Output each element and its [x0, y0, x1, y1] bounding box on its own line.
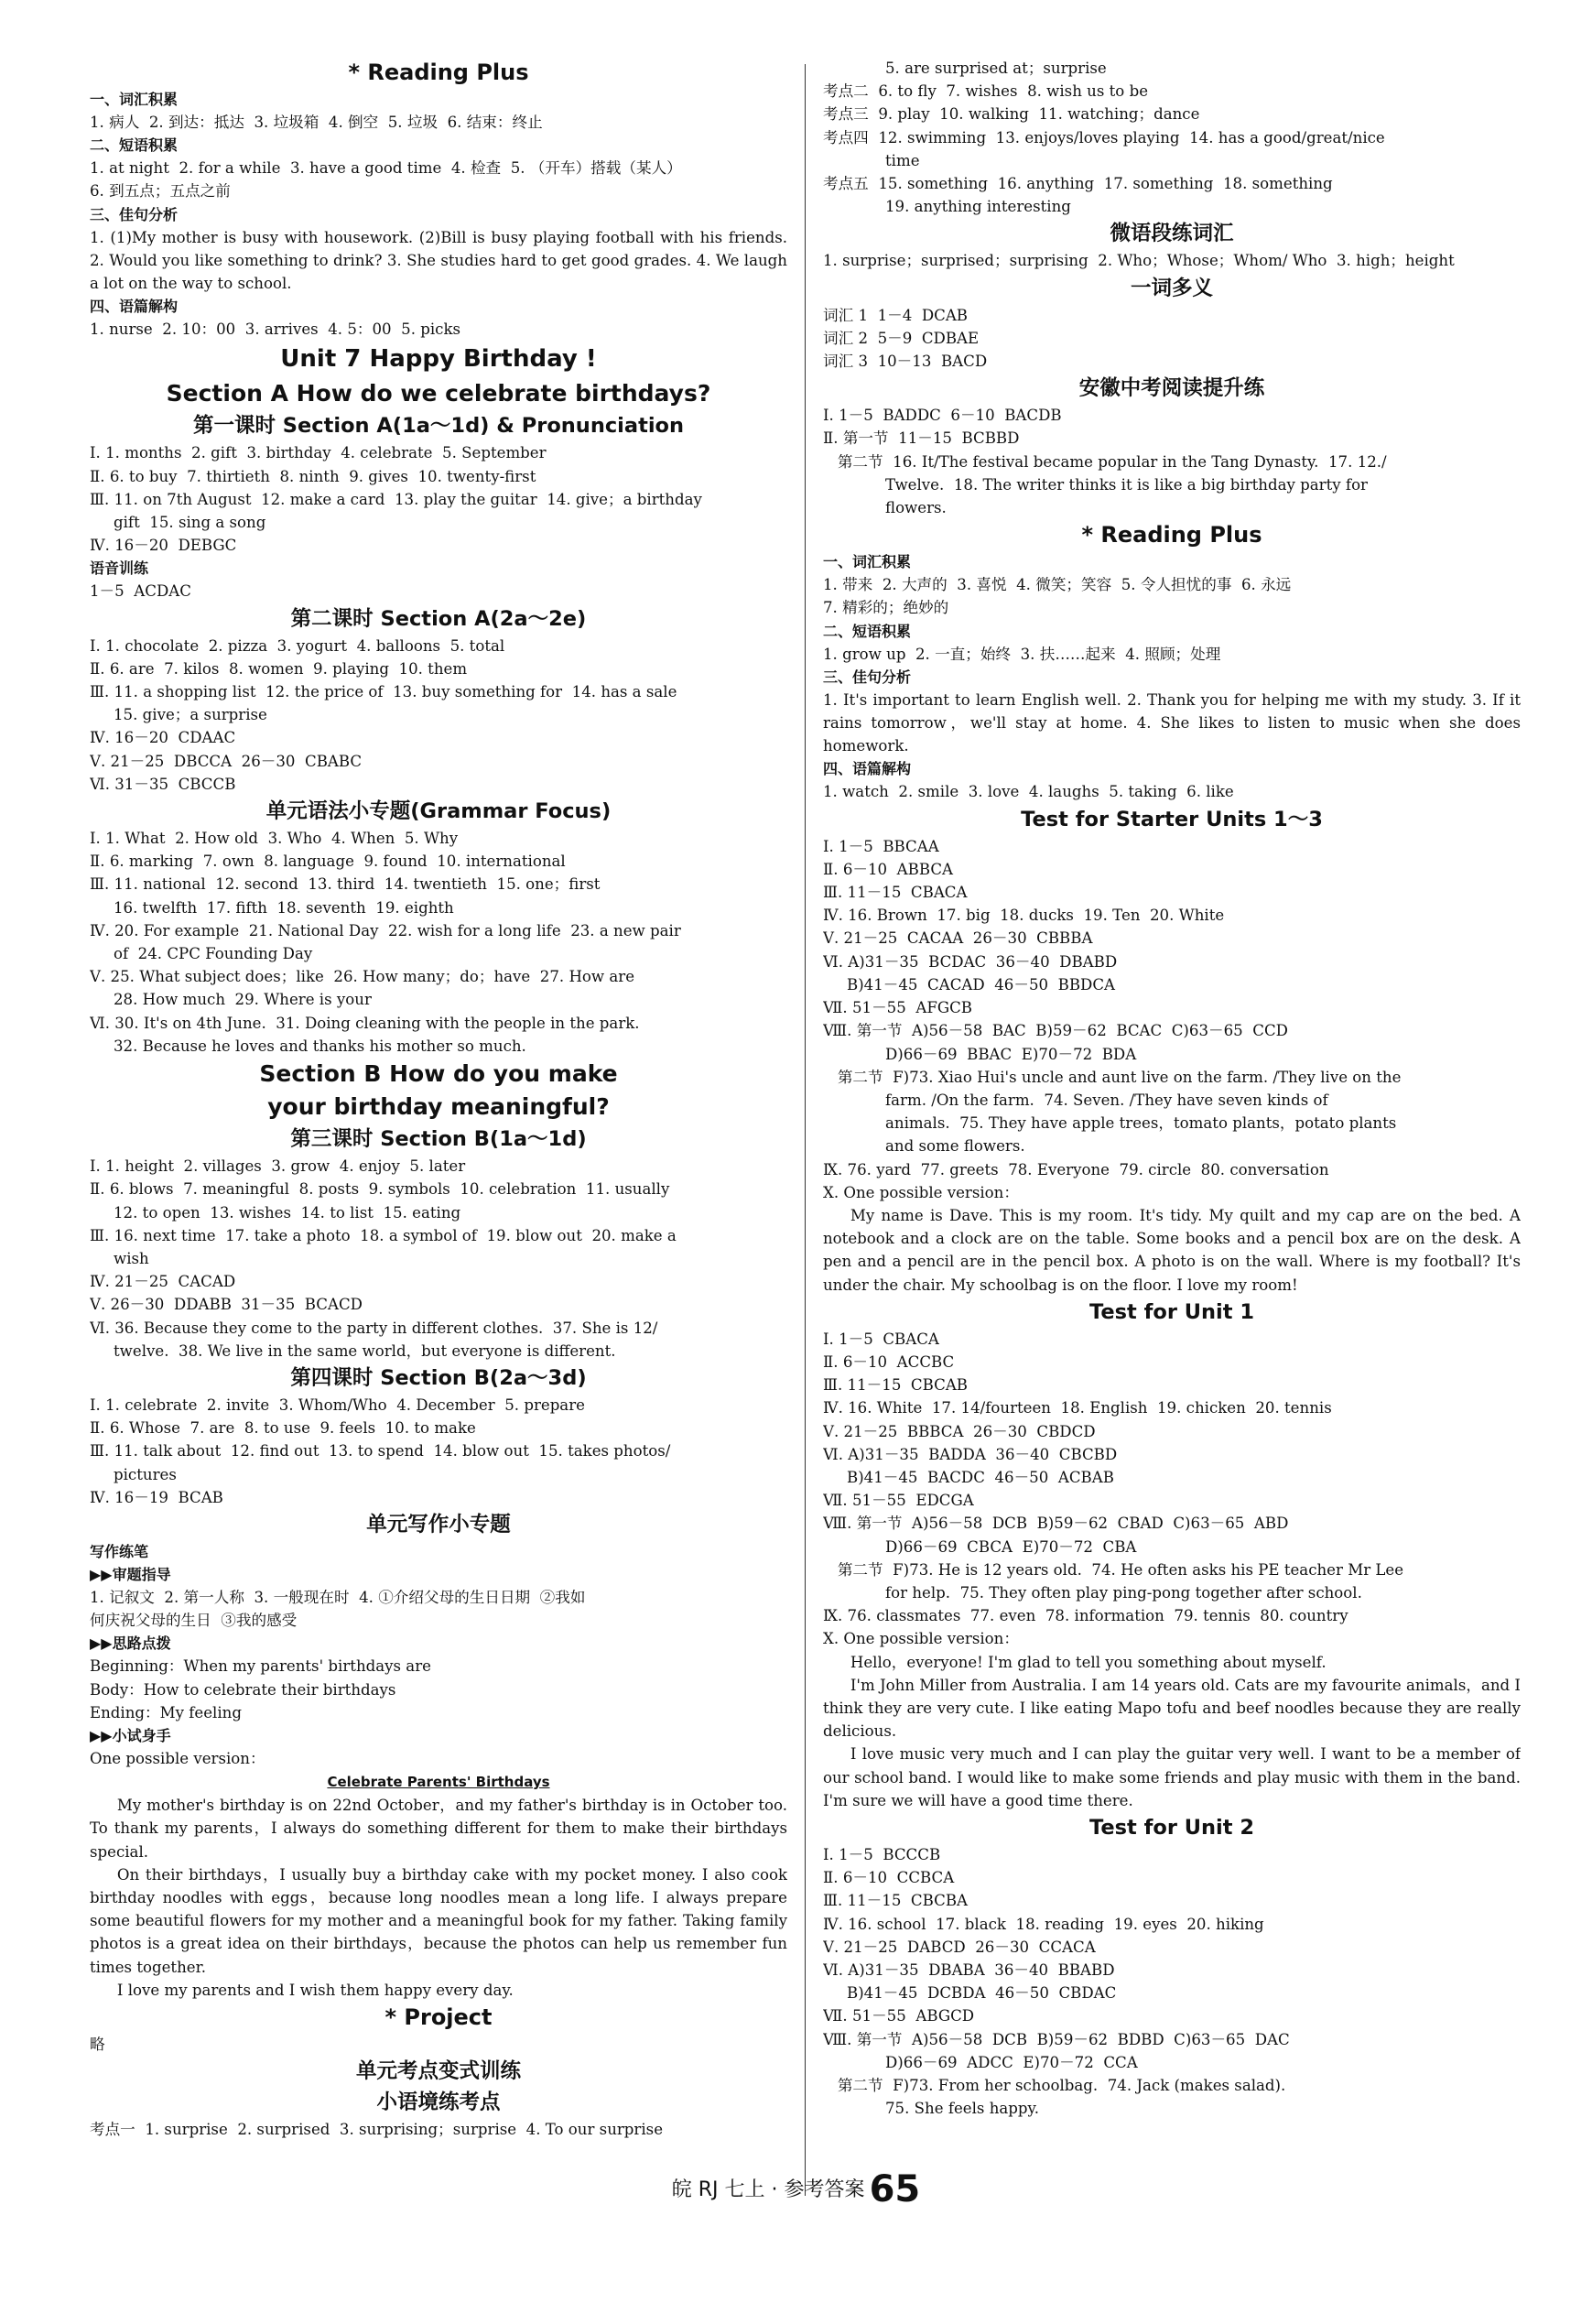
subheading: 四、语篇解构	[823, 760, 912, 778]
subheading: ▶▶小试身手	[90, 1726, 171, 1744]
answer-line: One possible version：	[90, 1749, 265, 1767]
answer-line: Ⅰ. 1. chocolate 2. pizza 3. yogurt 4. balloons 5. total	[90, 636, 505, 655]
answer-line: 5. are surprised at；surprise	[885, 60, 1107, 77]
answer-line: Ⅳ. 16. Brown 17. big 18. ducks 19. Ten 20. White	[823, 907, 1225, 925]
answer-line: Ⅶ. 51－55 AFGCB	[823, 999, 972, 1017]
paragraph: Hello，everyone! I'm glad to tell you something about myself.	[850, 1653, 1327, 1671]
answer-line: Ⅰ. 1. height 2. villages 3. grow 4. enjoy 5. later	[90, 1157, 466, 1176]
answer-line: Ⅰ. 1. celebrate 2. invite 3. Whom/Who 4. December 5. prepare	[90, 1395, 585, 1414]
answer-line: Ⅰ. 1－5 BCCCB	[823, 1846, 941, 1863]
section-heading: * Reading Plus	[348, 60, 529, 85]
answer-line: 1. grow up 2. 一直；始终 3. 扶……起来 4. 照顾；处理	[823, 645, 1221, 663]
answer-line: B)41－45 BACDC 46－50 ACBAB	[847, 1468, 1114, 1486]
section-title: your birthday meaningful?	[267, 1093, 610, 1121]
paragraph: On their birthdays，I usually buy a birthday cake with my pocket money. I also cook birthday noodles with eggs，because long noodles mean a long life. I always prepare some beautiful flowers for my mother and a meaningful book for my father. Taking family photos is a great idea on their birthdays，because the photos can help us remember fun times together.	[90, 1865, 787, 1976]
page-footer	[0, 2168, 1592, 2220]
answer-line: Ⅱ. 6－10 ACCBC	[823, 1352, 955, 1371]
answer-line: 1. 病人 2. 到达：抵达 3. 垃圾箱 4. 倒空 5. 垃圾 6. 结束：终止	[90, 114, 543, 131]
answer-line: Beginning：When my parents' birthdays are	[90, 1657, 431, 1676]
answer-line: for help. 75. They often play ping-pong together after school.	[885, 1583, 1362, 1602]
answer-line: Ⅰ. 1－5 CBACA	[823, 1330, 939, 1348]
answer-line: Ⅳ. 16. White 17. 14/fourteen 18. English 19. chicken 20. tennis	[823, 1399, 1332, 1417]
answer-line: time	[885, 151, 920, 169]
answer-line: 略	[90, 2035, 105, 2053]
answer-line: Ⅱ. 6. to buy 7. thirtieth 8. ninth 9. gives 10. twenty-first	[90, 467, 536, 485]
lesson-heading: 一词多义	[1130, 276, 1213, 300]
answer-line: Ⅰ. 1. What 2. How old 3. Who 4. When 5. Why	[90, 830, 459, 848]
answer-line: 第二节 F)73. He is 12 years old. 74. He often asks his PE teacher Mr Lee	[823, 1560, 1404, 1579]
answer-line: Ⅲ. 11. on 7th August 12. make a card 13. play the guitar 14. give；a birthday	[90, 490, 702, 508]
answer-line: 何庆祝父母的生日 ③我的感受	[90, 1612, 298, 1630]
answer-line: Ⅲ. 11－15 CBCBA	[823, 1892, 968, 1910]
answer-line: Ⅱ. 6－10 ABBCA	[823, 860, 954, 878]
answer-line: Ⅰ. 1－5 BADDC 6－10 BACDB	[823, 407, 1062, 425]
answer-line: twelve. 38. We live in the same world，but everyone is different.	[114, 1341, 616, 1360]
answer-line: and some flowers.	[885, 1137, 1025, 1156]
answer-line: 1. nurse 2. 10：00 3. arrives 4. 5：00 5. picks	[90, 320, 461, 339]
answer-line: 16. twelfth 17. fifth 18. seventh 19. eighth	[114, 898, 454, 917]
answer-line: Twelve. 18. The writer thinks it is like a big birthday party for	[885, 475, 1368, 494]
answer-line: Ⅱ. 6－10 CCBCA	[823, 1869, 955, 1887]
answer-line: pictures	[114, 1465, 177, 1483]
answer-line: 1. at night 2. for a while 3. have a good time 4. 检查 5. （开车）搭载（某人）	[90, 159, 682, 178]
answer-line: Ⅰ. 1. months 2. gift 3. birthday 4. celebrate 5. September	[90, 444, 547, 462]
lesson-heading: 第一课时 Section A(1a～1d) & Pronunciation	[192, 414, 685, 439]
answer-line: D)66－69 ADCC E)70－72 CCA	[885, 2053, 1138, 2071]
answer-line: Ⅲ. 11. a shopping list 12. the price of 13. buy something for 14. has a sale	[90, 683, 677, 701]
paragraph: I love music very much and I can play the guitar very well. I want to be a member of our school band. I would like to make some friends and play music with them in the band. I'm sure we will have a good time there.	[823, 1745, 1521, 1809]
answer-line: Ⅷ. 第一节 A)56－58 BAC B)59－62 BCAC C)63－65 CCD	[823, 1022, 1288, 1040]
answer-line: Ⅳ. 16－20 DEBGC	[90, 537, 237, 555]
answer-line: Ⅹ. One possible version：	[823, 1630, 1019, 1648]
answer-line: Ⅴ. 21－25 BBBCA 26－30 CBDCD	[823, 1422, 1096, 1440]
answer-line: Ⅷ. 第一节 A)56－58 DCB B)59－62 BDBD C)63－65 DAC	[823, 2030, 1290, 2048]
answer-line: 6. 到五点；五点之前	[90, 182, 231, 201]
answer-line: 词汇 1 1－4 DCAB	[823, 306, 969, 324]
answer-line: Ⅳ. 16－20 CDAAC	[90, 729, 236, 747]
answer-line: 19. anything interesting	[885, 198, 1071, 216]
paragraph-block	[823, 1651, 1521, 1812]
answer-line: Ⅰ. 1－5 BBCAA	[823, 837, 939, 855]
subheading: 二、短语积累	[90, 136, 179, 155]
answer-line: Ⅲ. 11. talk about 12. find out 13. to spend 14. blow out 15. takes photos/	[90, 1442, 671, 1461]
answer-line: of 24. CPC Founding Day	[114, 945, 313, 963]
answer-line: B)41－45 CACAD 46－50 BBDCA	[847, 975, 1115, 994]
answer-line: 第二节 F)73. Xiao Hui's uncle and aunt live on the farm. /They live on the	[823, 1068, 1402, 1086]
answer-line: Ⅵ. A)31－35 BADDA 36－40 CBCBD	[823, 1445, 1118, 1463]
answer-line: D)66－69 BBAC E)70－72 BDA	[885, 1045, 1137, 1063]
section-heading: * Project	[384, 2004, 493, 2030]
answer-line: 考点一 1. surprise 2. surprised 3. surprising；surprise 4. To our surprise	[90, 2121, 664, 2139]
answer-line: Ⅵ. 31－35 CBCCB	[90, 775, 236, 793]
answer-line: Ⅵ. 30. It's on 4th June. 31. Doing cleaning with the people in the park.	[90, 1014, 640, 1032]
subheading: 三、佳句分析	[90, 205, 179, 223]
answer-line: 1. watch 2. smile 3. love 4. laughs 5. taking 6. like	[823, 783, 1234, 801]
answer-line: 1. 带来 2. 大声的 3. 喜悦 4. 微笑；笑容 5. 令人担忧的事 6. 永远	[823, 576, 1292, 594]
answer-line: gift 15. sing a song	[114, 514, 266, 532]
answer-line: Ⅲ. 11. national 12. second 13. third 14. twentieth 15. one；first	[90, 875, 601, 894]
paragraph: 1. (1)My mother is busy with housework. (2)Bill is busy playing football with his friends. 2. Would you like something to drink? 3. She studies hard to get good grades. 4. We laugh a lot on the way to school.	[90, 228, 787, 293]
section-heading: * Reading Plus	[1081, 522, 1262, 548]
answer-line: 考点三 9. play 10. walking 11. watching；dance	[823, 105, 1200, 124]
answer-line: Ⅲ. 11－15 CBACA	[823, 884, 968, 902]
composition-title: Celebrate Parents' Birthdays	[327, 1774, 550, 1791]
answer-line: Body：How to celebrate their birthdays	[90, 1680, 396, 1699]
answer-line: wish	[114, 1249, 149, 1267]
answer-line: Ⅶ. 51－55 ABGCD	[823, 2007, 975, 2025]
lesson-heading: 小语境练考点	[376, 2091, 501, 2115]
paragraph: I'm John Miller from Australia. I am 14 years old. Cats are my favourite animals，and I think they are very cute. I like eating Mapo tofu and beef noodles because they are really delicious.	[823, 1676, 1521, 1741]
subheading: ▶▶思路点拨	[90, 1634, 171, 1653]
column-divider	[805, 64, 806, 2196]
answer-line: Ⅴ. 21－25 DBCCA 26－30 CBABC	[90, 752, 363, 770]
subheading: 一、词汇积累	[823, 553, 912, 571]
section-title: Section B How do you make	[259, 1060, 618, 1088]
answer-line: Ⅶ. 51－55 EDCGA	[823, 1492, 974, 1510]
lesson-heading: 单元考点变式训练	[355, 2059, 521, 2084]
answer-line: Ⅱ. 6. are 7. kilos 8. women 9. playing 10. them	[90, 659, 468, 678]
lesson-heading: 安徽中考阅读提升练	[1078, 376, 1265, 401]
answer-line: Ending：My feeling	[90, 1703, 242, 1721]
answer-line: Ⅳ. 21－25 CACAD	[90, 1273, 236, 1291]
page-number: 65	[869, 2168, 921, 2210]
answer-line: Ⅴ. 25. What subject does；like 26. How many；do；have 27. How are	[90, 968, 635, 986]
paragraph: My name is Dave. This is my room. It's tidy. My quilt and my cap are on the bed. A notebook and a clock are on the table. Some books and a pencil box are on the desk. A pen and a pencil are in the pencil box. A photo is on the wall. Where is my football? It's under the chair. My schoolbag is on the floor. I love my room!	[823, 1206, 1521, 1294]
answer-line: 考点二 6. to fly 7. wishes 8. wish us to be	[823, 82, 1149, 101]
subheading: 二、短语积累	[823, 622, 912, 640]
answer-line: Ⅱ. 6. marking 7. own 8. language 9. found 10. international	[90, 852, 566, 871]
subheading: 三、佳句分析	[823, 668, 912, 686]
answer-line: Ⅹ. One possible version：	[823, 1183, 1019, 1201]
lesson-heading: 第三课时 Section B(1a～1d)	[290, 1127, 587, 1152]
answer-line: Ⅳ. 20. For example 21. National Day 22. wish for a long life 23. a new pair	[90, 921, 681, 939]
answer-line: animals. 75. They have apple trees，tomato plants，potato plants	[885, 1114, 1397, 1133]
section-title: Section A How do we celebrate birthdays?	[166, 380, 711, 407]
answer-line: Ⅵ. A)31－35 BCDAC 36－40 DBABD	[823, 952, 1118, 971]
answer-line: Ⅴ. 26－30 DDABB 31－35 BCACD	[90, 1296, 363, 1314]
subheading: 语音训练	[90, 559, 149, 578]
answer-line: Ⅸ. 76. yard 77. greets 78. Everyone 79. circle 80. conversation	[823, 1160, 1329, 1178]
answer-line: 第二节 F)73. From her schoolbag. 74. Jack (makes salad).	[823, 2077, 1286, 2095]
answer-line: 1. surprise；surprised；surprising 2. Who；Whose；Whom/ Who 3. high；height	[823, 252, 1455, 270]
answer-line: 词汇 3 10－13 BACD	[823, 353, 988, 371]
answer-line: Ⅵ. A)31－35 DBABA 36－40 BBABD	[823, 1961, 1115, 1980]
answer-line: Ⅱ. 6. Whose 7. are 8. to use 9. feels 10. to make	[90, 1419, 476, 1438]
answer-line: Ⅱ. 6. blows 7. meaningful 8. posts 9. symbols 10. celebration 11. usually	[90, 1180, 670, 1199]
unit-title: Unit 7 Happy Birthday !	[280, 345, 597, 374]
subheading: 写作练笔	[90, 1542, 149, 1560]
answer-line: Ⅲ. 11－15 CBCAB	[823, 1376, 968, 1395]
footer-text: 皖 RJ 七上 · 参考答案	[671, 2178, 865, 2201]
answer-line: Ⅳ. 16－19 BCAB	[90, 1488, 223, 1506]
paragraph-block	[90, 1794, 787, 2002]
lesson-heading: Test for Unit 1	[1088, 1299, 1255, 1324]
right-column	[823, 57, 1521, 2210]
answer-line: 词汇 2 5－9 CDBAE	[823, 329, 980, 347]
answer-line: B)41－45 DCBDA 46－50 CBDAC	[847, 1984, 1117, 2003]
paragraph: My mother's birthday is on 22nd October，and my father's birthday is in October too. To thank my parents，I always do something different for them to make their birthdays special.	[90, 1797, 787, 1861]
answer-line: 32. Because he loves and thanks his mother so much.	[114, 1037, 526, 1055]
answer-line: 12. to open 13. wishes 14. to list 15. eating	[114, 1203, 461, 1222]
subheading: 一、词汇积累	[90, 91, 179, 108]
lesson-heading: 单元语法小专题(Grammar Focus)	[265, 799, 612, 824]
lesson-heading: 第四课时 Section B(2a～3d)	[290, 1365, 587, 1390]
answer-line: Ⅵ. 36. Because they come to the party in different clothes. 37. She is 12/	[90, 1319, 658, 1337]
answer-line: 考点四 12. swimming 13. enjoys/loves playing 14. has a good/great/nice	[823, 128, 1385, 147]
lesson-heading: Test for Starter Units 1～3	[1021, 807, 1323, 831]
answer-line: 1－5 ACDAC	[90, 582, 191, 601]
answer-line: 15. give；a surprise	[114, 706, 267, 724]
left-column	[90, 57, 787, 2210]
answer-line: Ⅸ. 76. classmates 77. even 78. information 79. tennis 80. country	[823, 1607, 1348, 1625]
answer-line: Ⅲ. 16. next time 17. take a photo 18. a symbol of 19. blow out 20. make a	[90, 1226, 677, 1244]
answer-line: 1. 记叙文 2. 第一人称 3. 一般现在时 4. ①介绍父母的生日日期 ②我如	[90, 1588, 586, 1606]
answer-line: farm. /On the farm. 74. Seven. /They have seven kinds of	[885, 1091, 1328, 1109]
answer-line: Ⅴ. 21－25 CACAA 26－30 CBBBA	[823, 929, 1093, 948]
answer-line: D)66－69 CBCA E)70－72 CBA	[885, 1537, 1137, 1556]
lesson-heading: 第二课时 Section A(2a～2e)	[290, 606, 587, 631]
answer-line: 第二节 16. It/The festival became popular in the Tang Dynasty. 17. 12./	[823, 452, 1387, 471]
answer-line: Ⅱ. 第一节 11－15 BCBBD	[823, 429, 1020, 448]
answer-line: Ⅳ. 16. school 17. black 18. reading 19. eyes 20. hiking	[823, 1915, 1264, 1933]
paragraph: I love my parents and I wish them happy every day.	[116, 1981, 514, 1999]
subheading: 四、语篇解构	[90, 298, 179, 316]
paragraph: 1. It's important to learn English well. 2. Thank you for helping me with my study. 3. If it rains tomorrow，we'll stay at home. 4. She likes to listen to music when she does homework.	[823, 690, 1521, 755]
paragraph-block	[823, 1204, 1521, 1297]
answer-line: flowers.	[885, 499, 947, 517]
lesson-heading: 单元写作小专题	[366, 1512, 511, 1537]
answer-line: Ⅴ. 21－25 DABCD 26－30 CCACA	[823, 1938, 1096, 1956]
answer-line: 7. 精彩的；绝妙的	[823, 599, 949, 617]
answer-line: Ⅷ. 第一节 A)56－58 DCB B)59－62 CBAD C)63－65 ABD	[823, 1515, 1289, 1533]
answer-line: 考点五 15. something 16. anything 17. something 18. something	[823, 175, 1333, 193]
answer-line: 75. She feels happy.	[885, 2100, 1039, 2118]
lesson-heading: 微语段练词汇	[1110, 222, 1234, 246]
lesson-heading: Test for Unit 2	[1088, 1816, 1255, 1840]
subheading: ▶▶审题指导	[90, 1565, 171, 1583]
answer-line: 28. How much 29. Where is your	[114, 991, 372, 1009]
